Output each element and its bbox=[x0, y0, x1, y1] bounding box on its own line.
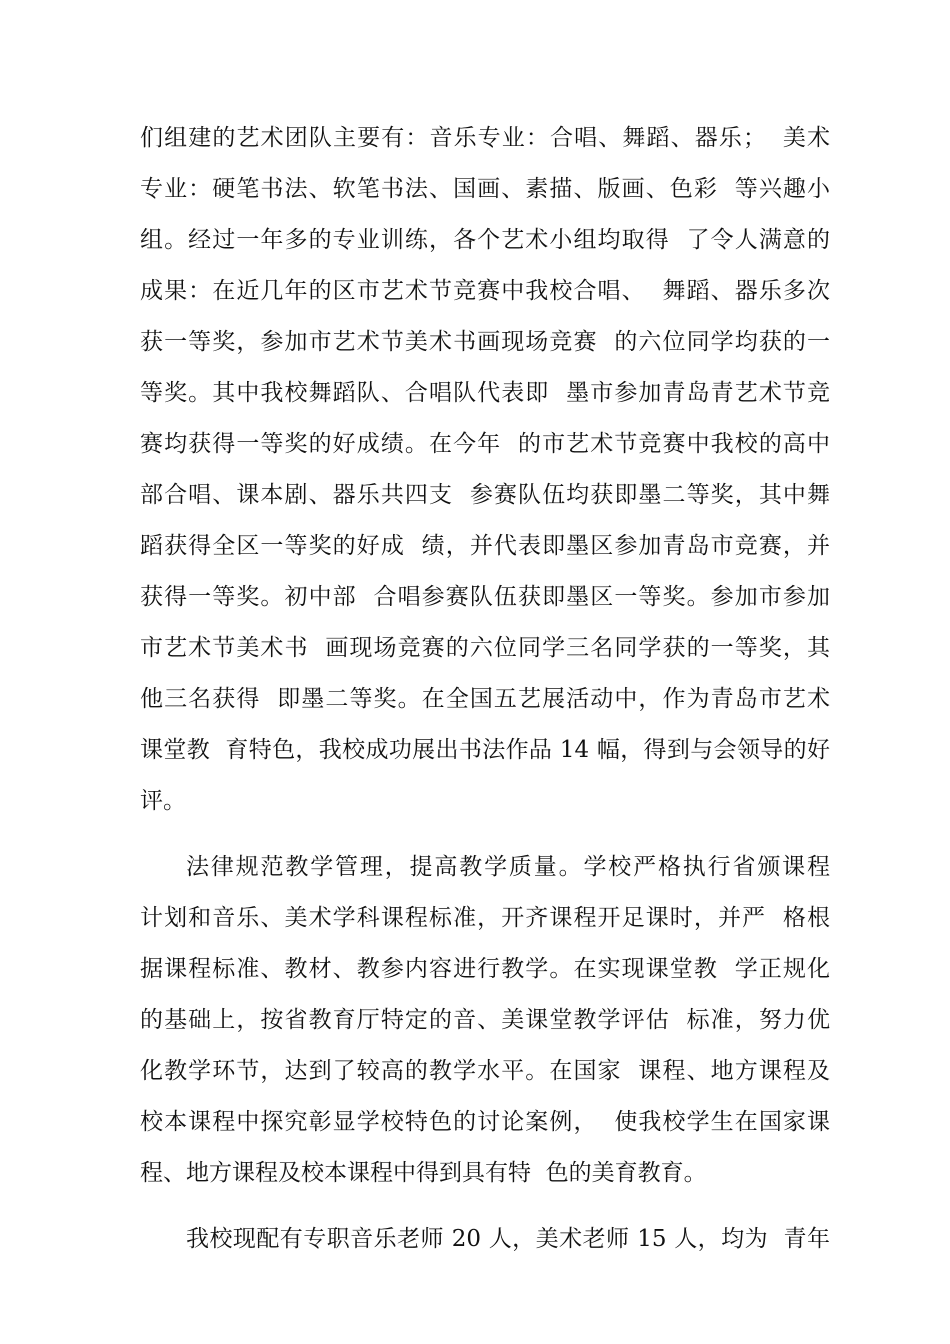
paragraph-art-teams bbox=[140, 113, 830, 827]
text-line: 他三名获得 即墨二等奖。在全国五艺展活动中，作为青岛市艺术 bbox=[140, 686, 830, 712]
text-line: 程、地方课程及校本课程中得到具有特 色的美育教育。 bbox=[140, 1160, 707, 1186]
text-line: 组。经过一年多的专业训练，各个艺术小组均取得 了令人满意的 bbox=[140, 227, 830, 253]
text-line: 成果：在近几年的区市艺术节竞赛中我校合唱、 舞蹈、器乐多次 bbox=[140, 278, 830, 304]
text-line: 我校现配有专职音乐老师 20 人，美术老师 15 人，均为 青年 bbox=[186, 1226, 830, 1252]
text-line: 评。 bbox=[140, 788, 186, 814]
text-line: 校本课程中探究彰显学校特色的讨论案例， 使我校学生在国家课 bbox=[140, 1109, 830, 1135]
paragraph-spacer bbox=[140, 827, 830, 842]
text-line: 法律规范教学管理，提高教学质量。学校严格执行省颁课程 bbox=[186, 854, 830, 880]
text-line: 获得一等奖。初中部 合唱参赛队伍获即墨区一等奖。参加市参加 bbox=[140, 584, 830, 610]
text-line: 获一等奖，参加市艺术节美术书画现场竞赛 的六位同学均获的一 bbox=[140, 329, 830, 355]
text-line: 市艺术节美术书 画现场竞赛的六位同学三名同学获的一等奖，其 bbox=[140, 635, 830, 661]
paragraph-teaching-management bbox=[140, 842, 830, 1199]
text-line: 蹈获得全区一等奖的好成 绩，并代表即墨区参加青岛市竞赛，并 bbox=[140, 533, 830, 559]
text-line: 计划和音乐、美术学科课程标准，开齐课程开足课时，并严 格根 bbox=[140, 905, 830, 931]
text-line: 赛均获得一等奖的好成绩。在今年 的市艺术节竞赛中我校的高中 bbox=[140, 431, 830, 457]
text-line: 课堂教 育特色，我校成功展出书法作品 14 幅，得到与会领导的好 bbox=[140, 737, 830, 763]
text-line: 化教学环节，达到了较高的教学水平。在国家 课程、地方课程及 bbox=[140, 1058, 830, 1084]
text-line: 们组建的艺术团队主要有：音乐专业：合唱、舞蹈、器乐； 美术 bbox=[140, 125, 830, 151]
text-line: 等奖。其中我校舞蹈队、合唱队代表即 墨市参加青岛青艺术节竞 bbox=[140, 380, 830, 406]
paragraph-teacher-staffing bbox=[140, 1214, 830, 1265]
document-body bbox=[140, 113, 830, 1265]
paragraph-spacer bbox=[140, 1199, 830, 1214]
text-line: 据课程标准、教材、教参内容进行教学。在实现课堂教 学正规化 bbox=[140, 956, 830, 982]
text-line: 的基础上，按省教育厅特定的音、美课堂教学评估 标准，努力优 bbox=[140, 1007, 830, 1033]
text-line: 部合唱、课本剧、器乐共四支 参赛队伍均获即墨二等奖，其中舞 bbox=[140, 482, 830, 508]
text-line: 专业：硬笔书法、软笔书法、国画、素描、版画、色彩 等兴趣小 bbox=[140, 176, 830, 202]
